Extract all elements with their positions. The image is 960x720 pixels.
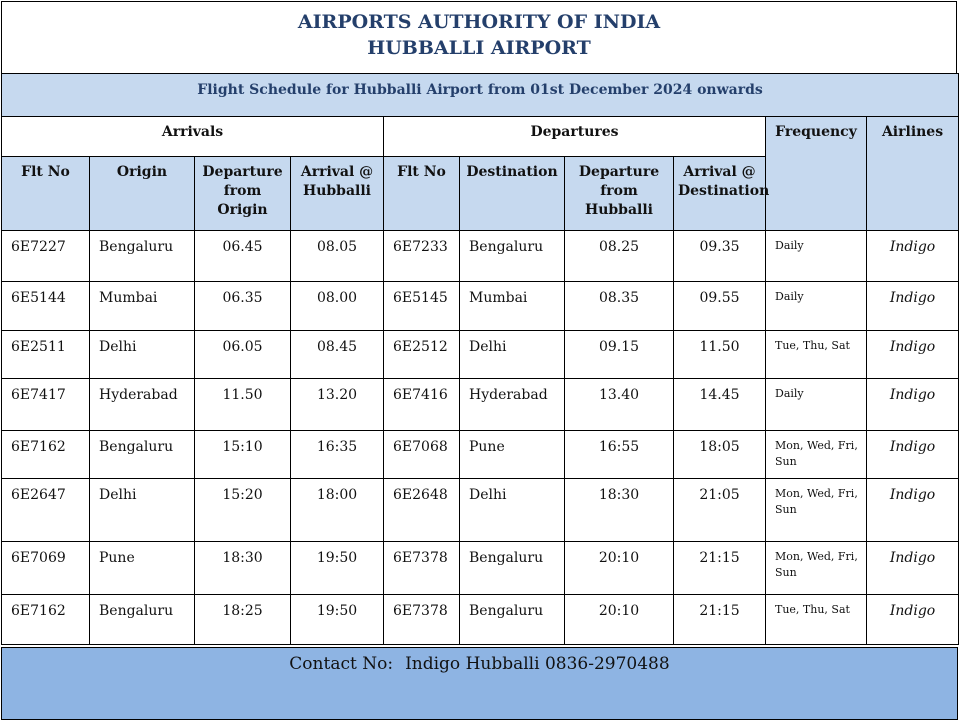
destination-cell: Delhi — [460, 479, 565, 542]
destination-cell: Bengaluru — [460, 542, 565, 595]
arrival-flt-cell: 6E7162 — [2, 431, 90, 479]
document-header — [1, 1, 957, 73]
table-row — [2, 231, 959, 282]
arrival-flt-cell: 6E7069 — [2, 542, 90, 595]
arr-hubballi-cell: 08.45 — [291, 331, 384, 379]
dep-hubballi-cell: 09.15 — [565, 331, 674, 379]
dep-origin-cell: 18:25 — [195, 595, 291, 645]
departure-flt-cell: 6E7068 — [384, 431, 460, 479]
destination-cell: Mumbai — [460, 282, 565, 331]
dep-hubballi-cell: 08.25 — [565, 231, 674, 282]
departure-flt-cell: 6E5145 — [384, 282, 460, 331]
arr-hubballi-cell: 16:35 — [291, 431, 384, 479]
destination-cell: Delhi — [460, 331, 565, 379]
col-origin: Origin — [90, 157, 195, 231]
frequency-cell: Mon, Wed, Fri, Sun — [766, 542, 867, 595]
departures-group-header: Departures — [384, 117, 766, 157]
dep-origin-cell: 06.35 — [195, 282, 291, 331]
col-departure-from-hubballi: Departure from Hubballi — [565, 157, 674, 231]
airlines-header: Airlines — [867, 117, 959, 231]
arr-dest-cell: 11.50 — [674, 331, 766, 379]
arrival-flt-cell: 6E2511 — [2, 331, 90, 379]
airline-cell: Indigo — [867, 479, 959, 542]
schedule-banner-row — [2, 74, 959, 117]
origin-cell: Mumbai — [90, 282, 195, 331]
arr-dest-cell: 09.55 — [674, 282, 766, 331]
destination-cell: Hyderabad — [460, 379, 565, 431]
dep-hubballi-cell: 08.35 — [565, 282, 674, 331]
airline-cell: Indigo — [867, 595, 959, 645]
arr-hubballi-cell: 19:50 — [291, 542, 384, 595]
arrivals-group-header: Arrivals — [2, 117, 384, 157]
origin-cell: Delhi — [90, 479, 195, 542]
origin-cell: Bengaluru — [90, 431, 195, 479]
arr-dest-cell: 21:05 — [674, 479, 766, 542]
dep-hubballi-cell: 18:30 — [565, 479, 674, 542]
dep-hubballi-cell: 20:10 — [565, 542, 674, 595]
contact-label: Contact No: — [289, 654, 394, 674]
table-row — [2, 431, 959, 479]
col-destination: Destination — [460, 157, 565, 231]
arr-dest-cell: 21:15 — [674, 542, 766, 595]
arr-hubballi-cell: 08.05 — [291, 231, 384, 282]
departure-flt-cell: 6E7378 — [384, 542, 460, 595]
arr-dest-cell: 21:15 — [674, 595, 766, 645]
airline-cell: Indigo — [867, 542, 959, 595]
contact-footer — [1, 647, 958, 720]
table-row — [2, 379, 959, 431]
arr-dest-cell: 14.45 — [674, 379, 766, 431]
authority-title: AIRPORTS AUTHORITY OF INDIA — [297, 11, 661, 33]
dep-origin-cell: 06.05 — [195, 331, 291, 379]
arrival-flt-cell: 6E7227 — [2, 231, 90, 282]
dep-origin-cell: 06.45 — [195, 231, 291, 282]
frequency-cell: Mon, Wed, Fri, Sun — [766, 479, 867, 542]
frequency-cell: Tue, Thu, Sat — [766, 331, 867, 379]
origin-cell: Bengaluru — [90, 231, 195, 282]
arrival-flt-cell: 6E5144 — [2, 282, 90, 331]
table-row — [2, 542, 959, 595]
airline-cell: Indigo — [867, 282, 959, 331]
arr-dest-cell: 09.35 — [674, 231, 766, 282]
dep-origin-cell: 11.50 — [195, 379, 291, 431]
arr-hubballi-cell: 18:00 — [291, 479, 384, 542]
destination-cell: Bengaluru — [460, 595, 565, 645]
frequency-cell: Daily — [766, 231, 867, 282]
table-row — [2, 595, 959, 645]
arrival-flt-cell: 6E7162 — [2, 595, 90, 645]
frequency-header: Frequency — [766, 117, 867, 231]
airline-cell: Indigo — [867, 331, 959, 379]
frequency-cell: Tue, Thu, Sat — [766, 595, 867, 645]
departure-flt-cell: 6E2512 — [384, 331, 460, 379]
dep-origin-cell: 15:10 — [195, 431, 291, 479]
arr-hubballi-cell: 08.00 — [291, 282, 384, 331]
col-departure-flt-no: Flt No — [384, 157, 460, 231]
frequency-cell: Mon, Wed, Fri, Sun — [766, 431, 867, 479]
origin-cell: Hyderabad — [90, 379, 195, 431]
destination-cell: Pune — [460, 431, 565, 479]
airline-cell: Indigo — [867, 431, 959, 479]
destination-cell: Bengaluru — [460, 231, 565, 282]
airline-cell: Indigo — [867, 231, 959, 282]
table-row — [2, 282, 959, 331]
flight-schedule-table — [1, 73, 959, 645]
departure-flt-cell: 6E2648 — [384, 479, 460, 542]
arr-hubballi-cell: 13.20 — [291, 379, 384, 431]
arrival-flt-cell: 6E7417 — [2, 379, 90, 431]
contact-value: Indigo Hubballi 0836-2970488 — [405, 654, 670, 674]
col-arrival-at-hubballi: Arrival @ Hubballi — [291, 157, 384, 231]
group-header-row — [2, 117, 959, 157]
departure-flt-cell: 6E7416 — [384, 379, 460, 431]
schedule-banner: Flight Schedule for Hubballi Airport from 01st December 2024 onwards — [2, 74, 959, 117]
origin-cell: Delhi — [90, 331, 195, 379]
airline-cell: Indigo — [867, 379, 959, 431]
contact-line — [2, 654, 957, 674]
col-arrival-at-destination: Arrival @ Destination — [674, 157, 766, 231]
origin-cell: Bengaluru — [90, 595, 195, 645]
airport-title: HUBBALLI AIRPORT — [367, 37, 591, 59]
dep-hubballi-cell: 20:10 — [565, 595, 674, 645]
dep-hubballi-cell: 13.40 — [565, 379, 674, 431]
departure-flt-cell: 6E7378 — [384, 595, 460, 645]
arr-hubballi-cell: 19:50 — [291, 595, 384, 645]
dep-origin-cell: 15:20 — [195, 479, 291, 542]
table-row — [2, 479, 959, 542]
frequency-cell: Daily — [766, 379, 867, 431]
frequency-cell: Daily — [766, 282, 867, 331]
arr-dest-cell: 18:05 — [674, 431, 766, 479]
origin-cell: Pune — [90, 542, 195, 595]
arrival-flt-cell: 6E2647 — [2, 479, 90, 542]
col-departure-from-origin: Departure from Origin — [195, 157, 291, 231]
table-row — [2, 331, 959, 379]
dep-hubballi-cell: 16:55 — [565, 431, 674, 479]
col-arrival-flt-no: Flt No — [2, 157, 90, 231]
dep-origin-cell: 18:30 — [195, 542, 291, 595]
departure-flt-cell: 6E7233 — [384, 231, 460, 282]
